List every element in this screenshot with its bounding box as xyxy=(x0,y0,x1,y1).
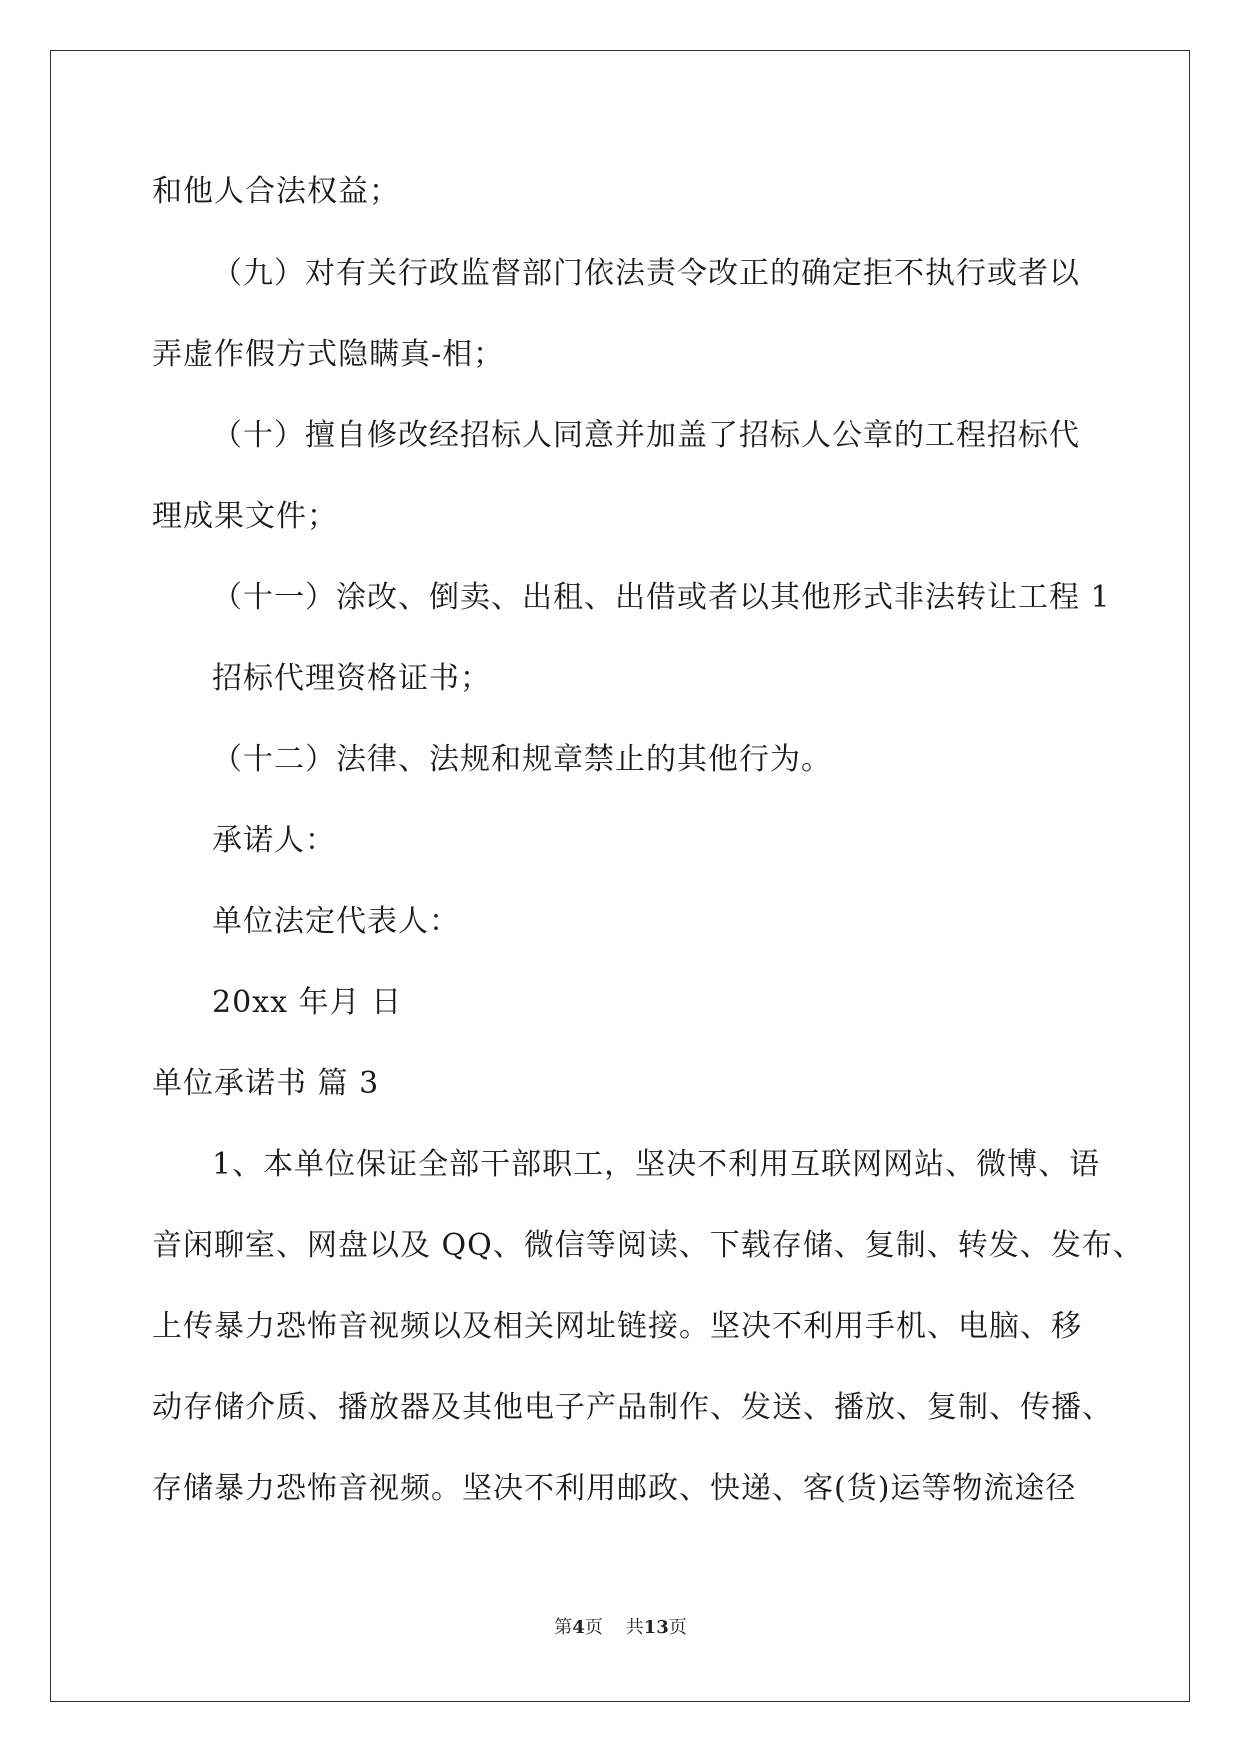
body-line: 承诺人： xyxy=(212,823,336,858)
body-line: 招标代理资格证书； xyxy=(212,661,491,696)
body-line: 上传暴力恐怖音视频以及相关网址链接。坚决不利用手机、电脑、移 xyxy=(152,1309,1082,1344)
page-footer xyxy=(0,1616,1241,1640)
footer-current-page: 4 xyxy=(572,1617,585,1638)
body-line: 1、本单位保证全部干部职工，坚决不利用互联网网站、微博、语 xyxy=(212,1147,1101,1182)
body-line: （十一）涂改、倒卖、出租、出借或者以其他形式非法转让工程 1 xyxy=(212,580,1111,615)
body-line: 存储暴力恐怖音视频。坚决不利用邮政、快递、客(货)运等物流途径 xyxy=(152,1471,1077,1506)
body-line: （十二）法律、法规和规章禁止的其他行为。 xyxy=(212,742,832,777)
body-line: 和他人合法权益； xyxy=(152,174,400,209)
footer-total-pages: 13 xyxy=(643,1617,669,1638)
body-line: 弄虚作假方式隐瞒真-相； xyxy=(152,337,505,372)
body-line: 单位法定代表人： xyxy=(212,904,460,939)
footer-suffix: 页 xyxy=(668,1617,687,1638)
footer-mid: 页 共 xyxy=(584,1617,644,1638)
body-line: 20xx 年月 日 xyxy=(212,985,403,1020)
body-line: 动存储介质、播放器及其他电子产品制作、发送、播放、复制、传播、 xyxy=(152,1390,1113,1425)
footer-prefix: 第 xyxy=(554,1617,573,1638)
section-heading: 单位承诺书 篇 3 xyxy=(152,1066,380,1101)
body-line: 理成果文件； xyxy=(152,499,338,534)
body-line: （九）对有关行政监督部门依法责令改正的确定拒不执行或者以 xyxy=(212,256,1080,291)
body-line: 音闲聊室、网盘以及 QQ、微信等阅读、下载存储、复制、转发、发布、 xyxy=(152,1228,1144,1263)
page-border xyxy=(50,50,1190,1702)
body-line: （十）擅自修改经招标人同意并加盖了招标人公章的工程招标代 xyxy=(212,418,1080,453)
